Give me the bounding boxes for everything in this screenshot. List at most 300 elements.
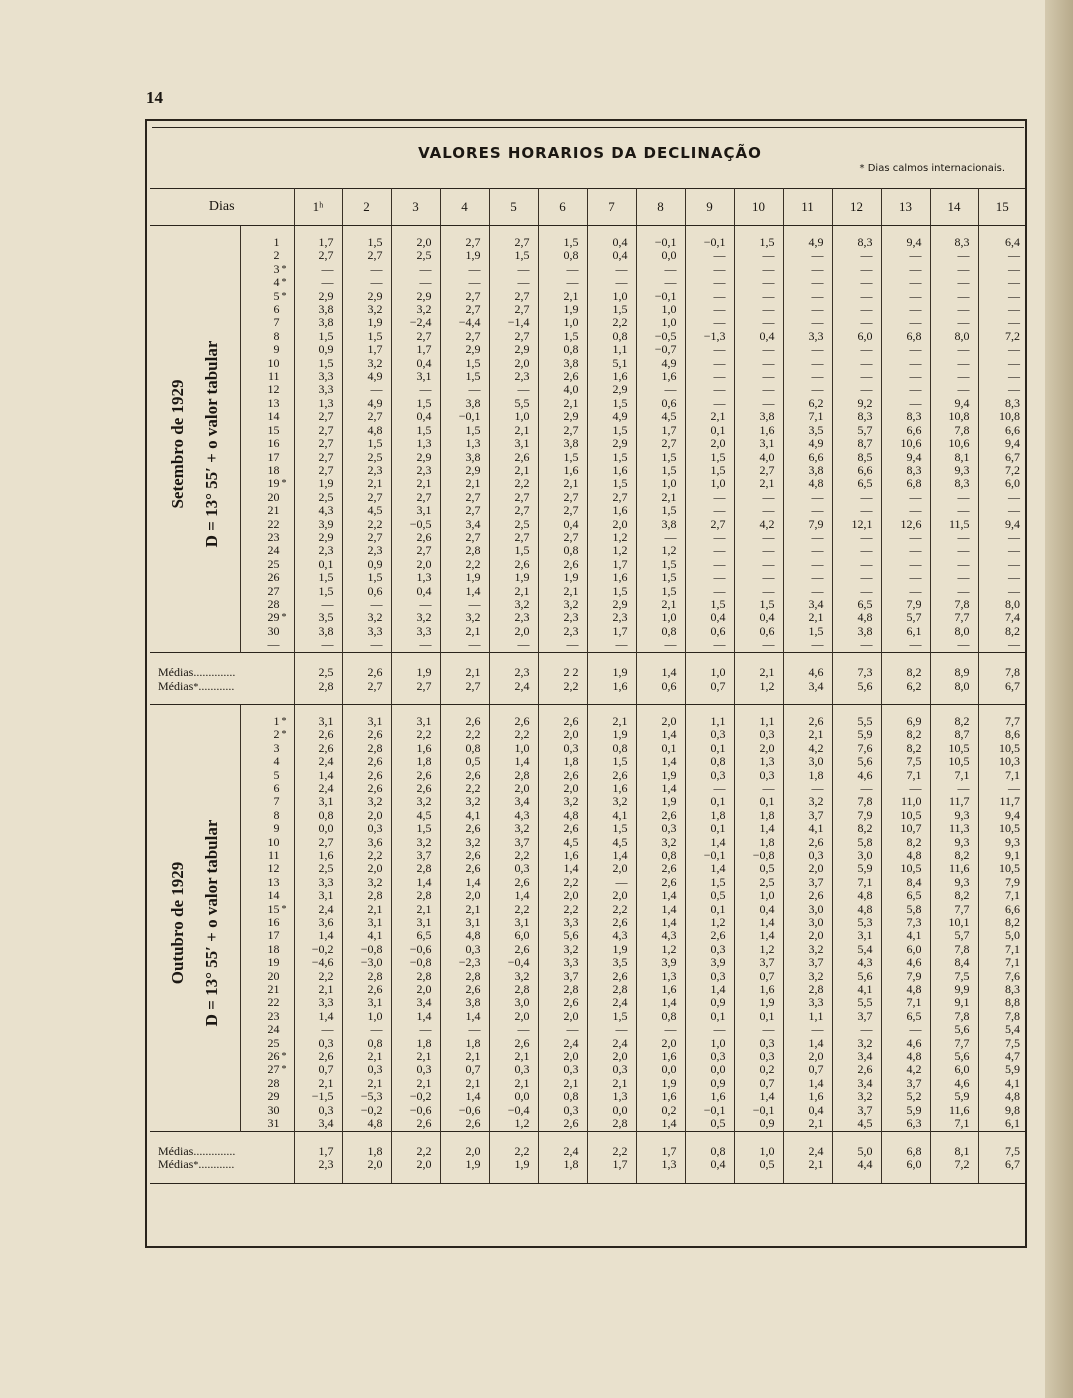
value-cell: 1,0: [636, 611, 685, 624]
value-cell: 2,6: [832, 1063, 881, 1076]
day-number: [240, 571, 294, 584]
day-value: 3: [273, 741, 280, 755]
value-cell: 4,8: [832, 889, 881, 902]
value-cell: 3,1: [294, 795, 342, 808]
value-cell: 1,5: [587, 424, 636, 437]
day-number: [240, 236, 294, 249]
value-cell: 2,6: [440, 715, 489, 728]
value-cell: 2,1: [636, 598, 685, 611]
cell-spacer: [391, 1173, 440, 1184]
day-number: [240, 1117, 294, 1131]
value-cell: 2,8: [342, 889, 391, 902]
medias-value: 0,7: [685, 680, 734, 694]
value-cell: 2,1: [391, 1050, 440, 1063]
value-cell: 0,6: [342, 585, 391, 598]
value-cell: 1,4: [685, 836, 734, 849]
value-cell: 11,0: [881, 795, 930, 808]
value-cell: —: [881, 491, 930, 504]
cell-spacer: [440, 1131, 489, 1145]
value-cell: 2,1: [342, 477, 391, 490]
value-cell: 4,0: [734, 451, 783, 464]
value-cell: —: [930, 343, 978, 356]
value-cell: —: [538, 638, 587, 652]
value-cell: 2,6: [587, 916, 636, 929]
value-cell: 2,4: [587, 996, 636, 1009]
day-number: [240, 249, 294, 262]
value-cell: —: [734, 491, 783, 504]
value-cell: 1,6: [538, 849, 587, 862]
day-value: 9: [273, 822, 280, 836]
cell-spacer: [636, 694, 685, 705]
value-cell: 6,2: [783, 397, 832, 410]
value-cell: —: [783, 263, 832, 276]
cell-spacer: [440, 226, 489, 237]
value-cell: —: [783, 504, 832, 517]
value-cell: 2,7: [342, 249, 391, 262]
value-cell: —: [930, 370, 978, 383]
value-cell: 3,1: [294, 889, 342, 902]
value-cell: 1,8: [734, 836, 783, 849]
table-row: [150, 1023, 1026, 1036]
value-cell: —: [930, 276, 978, 289]
value-cell: 1,6: [734, 983, 783, 996]
value-cell: 0,0: [636, 1063, 685, 1076]
value-cell: 8,7: [832, 437, 881, 450]
value-cell: 1,4: [636, 916, 685, 929]
value-cell: 5,6: [930, 1023, 978, 1036]
label-spacer: [150, 652, 294, 666]
value-cell: 8,7: [930, 728, 978, 741]
value-cell: 2,6: [440, 1117, 489, 1131]
value-cell: −1,5: [294, 1090, 342, 1103]
medias-value: 4,4: [832, 1158, 881, 1172]
value-cell: —: [342, 263, 391, 276]
cell-spacer: [294, 226, 342, 237]
table-row: [150, 983, 1026, 996]
day-number: [240, 956, 294, 969]
value-cell: 4,9: [342, 370, 391, 383]
value-cell: 3,2: [489, 598, 538, 611]
cell-spacer: [685, 1173, 734, 1184]
value-cell: −3,0: [342, 956, 391, 969]
value-cell: 6,4: [1005, 236, 1021, 249]
value-cell: 7,6: [832, 742, 881, 755]
value-cell: —: [685, 316, 734, 329]
value-cell: 1,5: [538, 236, 587, 249]
value-cell: 3,2: [832, 1037, 881, 1050]
value-cell: 0,1: [734, 1010, 783, 1023]
value-cell: 0,4: [587, 236, 636, 249]
value-cell: 2,1: [294, 1077, 342, 1090]
value-cell: 0,1: [734, 795, 783, 808]
value-cell: —: [342, 598, 391, 611]
cell-spacer: [391, 1131, 440, 1145]
value-cell: 2,6: [489, 558, 538, 571]
value-cell: 1,5: [587, 477, 636, 490]
value-cell: 5,7: [930, 929, 978, 942]
value-cell: 5,5: [832, 996, 881, 1009]
value-cell: 3,3: [294, 383, 342, 396]
value-cell: 2,7: [538, 531, 587, 544]
value-cell: —: [930, 782, 978, 795]
value-cell: —: [783, 1023, 832, 1036]
value-cell: 4,6: [881, 956, 930, 969]
table-row: [150, 464, 1026, 477]
value-cell: 3,1: [342, 996, 391, 1009]
value-cell: 1,4: [440, 1090, 489, 1103]
value-cell: 1,8: [391, 1037, 440, 1050]
medias-value: 2,1: [783, 1158, 832, 1172]
value-cell: 0,4: [734, 611, 783, 624]
value-cell: 2,2: [440, 728, 489, 741]
medias-value: 1,8: [538, 1158, 587, 1172]
value-cell: 2,0: [636, 715, 685, 728]
value-cell: 1,6: [685, 1090, 734, 1103]
value-cell: −0,7: [636, 343, 685, 356]
value-cell: 1,5: [587, 303, 636, 316]
day-value: 16: [267, 916, 280, 929]
cell-spacer: [978, 694, 1026, 705]
value-cell: —: [636, 276, 685, 289]
value-cell: 2,1: [538, 397, 587, 410]
table-row: [150, 1010, 1026, 1023]
value-cell: 3,8: [538, 437, 587, 450]
day-value: 10: [267, 356, 280, 370]
value-cell: 3,2: [391, 611, 440, 624]
value-cell: 12,6: [881, 518, 930, 531]
value-cell: —: [440, 598, 489, 611]
value-cell: 3,3: [538, 956, 587, 969]
value-cell: 7,2: [1005, 329, 1021, 343]
cell-spacer: [832, 704, 881, 715]
cell-spacer: [489, 1131, 538, 1145]
value-cell: 3,1: [440, 916, 489, 929]
value-cell: 8,0: [930, 625, 978, 638]
value-cell: 3,6: [294, 916, 342, 929]
value-cell: 4,8: [783, 477, 832, 490]
table-row: [150, 330, 1026, 343]
cell-spacer: [978, 652, 1026, 666]
value-cell: 1,5: [294, 330, 342, 343]
value-cell: 2,8: [587, 983, 636, 996]
value-cell: 2,1: [391, 903, 440, 916]
value-cell: 4,8: [832, 903, 881, 916]
value-cell: 10,7: [881, 822, 930, 835]
table-row: [150, 249, 1026, 262]
value-cell: 2,3: [342, 464, 391, 477]
value-cell: 0,2: [636, 1104, 685, 1117]
value-cell: 8,3: [832, 410, 881, 423]
value-cell: 9,1: [1005, 848, 1021, 862]
value-cell: 9,4: [930, 397, 978, 410]
value-cell: 10,8: [999, 410, 1021, 424]
value-cell: 2,8: [342, 742, 391, 755]
value-cell: 2,6: [538, 370, 587, 383]
value-cell: —: [881, 383, 930, 396]
cell-spacer: [391, 694, 440, 705]
value-cell: 2,8: [587, 1117, 636, 1131]
day-number: [240, 862, 294, 875]
medias-label: [150, 1158, 294, 1172]
value-cell: 6,0: [1005, 477, 1021, 491]
day-value: 29: [267, 1090, 280, 1104]
value-cell: 2,9: [489, 343, 538, 356]
value-cell: 0,1: [294, 558, 342, 571]
value-cell: 0,1: [636, 742, 685, 755]
value-cell: 7,8: [1005, 1009, 1021, 1023]
value-cell: 3,2: [342, 303, 391, 316]
cell-spacer: [342, 226, 391, 237]
leader-dots: ..............: [193, 1145, 236, 1158]
value-cell: 2,6: [440, 862, 489, 875]
cell-spacer: [440, 1173, 489, 1184]
value-cell: 8,2: [930, 715, 978, 728]
value-cell: 2,1: [734, 477, 783, 490]
value-cell: 2,0: [783, 929, 832, 942]
value-cell: 3,2: [783, 970, 832, 983]
value-cell: 4,6: [832, 769, 881, 782]
value-cell: 3,2: [342, 795, 391, 808]
value-cell: 2,6: [294, 742, 342, 755]
value-cell: 1,4: [636, 728, 685, 741]
cell-spacer: [538, 694, 587, 705]
table-row: [150, 491, 1026, 504]
frame-inner-rule: [152, 127, 1024, 128]
value-cell: —: [489, 383, 538, 396]
value-cell: 3,0: [783, 903, 832, 916]
value-cell: 6,1: [1005, 1117, 1021, 1131]
value-cell: 0,1: [685, 795, 734, 808]
table-row: [150, 370, 1026, 383]
value-cell: 1,5: [440, 424, 489, 437]
day-number: [240, 410, 294, 423]
value-cell: 2,6: [685, 929, 734, 942]
value-cell: —: [783, 357, 832, 370]
value-cell: —: [685, 276, 734, 289]
value-cell: 2,5: [734, 876, 783, 889]
medias-value: 2,8: [294, 680, 342, 694]
value-cell: 2,8: [538, 983, 587, 996]
value-cell: 1,9: [538, 571, 587, 584]
medias-text: Médias: [158, 666, 194, 680]
value-cell: 0,9: [685, 996, 734, 1009]
hour-header: 8: [636, 189, 685, 226]
cell-spacer: [832, 694, 881, 705]
cell-spacer: [538, 226, 587, 237]
value-cell: —: [832, 276, 881, 289]
value-cell: —: [685, 544, 734, 557]
hour-header: 11: [783, 189, 832, 226]
value-cell: 6,5: [391, 929, 440, 942]
header-row: [150, 189, 1026, 226]
value-cell: 0,0: [636, 249, 685, 262]
value-cell: —: [1008, 584, 1021, 598]
value-cell: 2,0: [538, 728, 587, 741]
cell-spacer: [685, 1131, 734, 1145]
value-cell: 1,5: [636, 558, 685, 571]
medias-value: 1,9: [391, 666, 440, 679]
value-cell: —: [685, 249, 734, 262]
value-cell: 1,4: [294, 929, 342, 942]
value-cell: 4,6: [881, 1037, 930, 1050]
value-cell: —: [391, 383, 440, 396]
value-cell: 1,4: [734, 916, 783, 929]
value-cell: —: [734, 249, 783, 262]
cell-spacer: [342, 652, 391, 666]
value-cell: 3,0: [832, 849, 881, 862]
value-cell: 0,8: [636, 1010, 685, 1023]
value-cell: —: [832, 638, 881, 652]
value-cell: 8,3: [1005, 396, 1021, 410]
day-number: [240, 836, 294, 849]
label-spacer: [150, 1173, 294, 1184]
value-cell: 2,0: [489, 782, 538, 795]
value-cell: 2,7: [294, 836, 342, 849]
value-cell: 2,6: [538, 558, 587, 571]
value-cell: 1,5: [489, 544, 538, 557]
value-cell: 2,6: [783, 715, 832, 728]
value-cell: 3,3: [294, 370, 342, 383]
value-cell: 0,3: [734, 1050, 783, 1063]
value-cell: 2,7: [391, 544, 440, 557]
value-cell: 2,1: [587, 1077, 636, 1090]
value-cell: 4,8: [440, 929, 489, 942]
value-cell: —: [489, 263, 538, 276]
value-cell: 0,4: [587, 249, 636, 262]
value-cell: 6,0: [930, 1063, 978, 1076]
value-cell: 9,2: [832, 397, 881, 410]
cell-spacer: [734, 1173, 783, 1184]
value-cell: 2,2: [489, 849, 538, 862]
value-cell: —: [881, 638, 930, 652]
value-cell: 1,4: [783, 1037, 832, 1050]
rotated-label: [161, 340, 229, 547]
cell-spacer: [930, 694, 978, 705]
value-cell: 2,6: [391, 782, 440, 795]
day-number: [240, 929, 294, 942]
value-cell: —: [832, 571, 881, 584]
cell-spacer: [636, 652, 685, 666]
value-cell: 1,5: [636, 571, 685, 584]
value-cell: 0,6: [685, 625, 734, 638]
value-cell: 2,3: [391, 464, 440, 477]
value-cell: 0,3: [489, 862, 538, 875]
medias-value: 8,9: [930, 666, 978, 679]
value-cell: 3,0: [783, 916, 832, 929]
value-cell: 1,5: [587, 755, 636, 768]
value-cell: 1,6: [587, 504, 636, 517]
value-cell: 1,7: [391, 343, 440, 356]
value-cell: —: [685, 397, 734, 410]
value-cell: 2,5: [294, 491, 342, 504]
value-cell: 1,3: [734, 755, 783, 768]
value-cell: 2,0: [587, 862, 636, 875]
table-row: [150, 504, 1026, 517]
cell-spacer: [587, 704, 636, 715]
value-cell: 1,9: [636, 795, 685, 808]
value-cell: 7,8: [930, 943, 978, 956]
value-cell: —: [685, 1023, 734, 1036]
value-cell: 3,1: [294, 715, 342, 728]
value-cell: 2,5: [342, 451, 391, 464]
value-cell: 2,0: [783, 1050, 832, 1063]
value-cell: −0,1: [685, 236, 734, 249]
value-cell: 0,3: [636, 822, 685, 835]
cell-spacer: [783, 1173, 832, 1184]
medias-value: 2,3: [294, 1158, 342, 1172]
value-cell: 7,8: [930, 598, 978, 611]
table-row: [150, 625, 1026, 638]
value-cell: 1,4: [636, 889, 685, 902]
value-cell: 0,3: [391, 1063, 440, 1076]
value-cell: 2,7: [489, 290, 538, 303]
value-cell: 2,8: [489, 769, 538, 782]
value-cell: −0,2: [294, 943, 342, 956]
value-cell: 1,9: [440, 249, 489, 262]
value-cell: 2,7: [440, 236, 489, 249]
table-row: [150, 956, 1026, 969]
value-cell: 2,6: [636, 876, 685, 889]
value-cell: 7,2: [1005, 463, 1021, 477]
value-cell: —: [685, 263, 734, 276]
value-cell: 2,8: [440, 970, 489, 983]
value-cell: 1,4: [636, 996, 685, 1009]
value-cell: 0,8: [636, 625, 685, 638]
value-cell: 1,5: [294, 571, 342, 584]
value-cell: 1,5: [587, 451, 636, 464]
value-cell: —: [832, 290, 881, 303]
value-cell: 6,6: [832, 464, 881, 477]
value-cell: 7,9: [832, 809, 881, 822]
cell-spacer: [489, 694, 538, 705]
value-cell: 2,1: [489, 585, 538, 598]
day-value: 23: [267, 1009, 280, 1023]
value-cell: 0,3: [294, 1104, 342, 1117]
value-cell: 10,5: [930, 755, 978, 768]
value-cell: 2,7: [440, 491, 489, 504]
value-cell: 2,3: [294, 544, 342, 557]
value-cell: 7,9: [881, 970, 930, 983]
value-cell: 9,1: [930, 996, 978, 1009]
value-cell: —: [881, 571, 930, 584]
value-cell: —: [881, 782, 930, 795]
medias-value: 6,2: [881, 680, 930, 694]
day-value: 8: [273, 329, 280, 343]
cell-spacer: [832, 652, 881, 666]
value-cell: 0,3: [587, 1063, 636, 1076]
value-cell: 1,5: [636, 451, 685, 464]
value-cell: 7,8: [832, 795, 881, 808]
value-cell: 6,5: [881, 889, 930, 902]
value-cell: 3,8: [294, 316, 342, 329]
value-cell: 5,4: [832, 943, 881, 956]
value-cell: —: [832, 316, 881, 329]
value-cell: —: [1008, 370, 1021, 384]
value-cell: 3,8: [294, 625, 342, 638]
value-cell: 2,1: [391, 477, 440, 490]
table-row: [150, 742, 1026, 755]
value-cell: 1,0: [342, 1010, 391, 1023]
table-row: [150, 236, 1026, 249]
value-cell: 7,7: [930, 903, 978, 916]
value-cell: —: [734, 316, 783, 329]
value-cell: 3,1: [489, 916, 538, 929]
value-cell: 0,1: [685, 903, 734, 916]
day-value: 3: [273, 262, 280, 276]
medias-value: 2,3: [489, 666, 538, 679]
formula-label: D = 13° 55′ + o valor tabular: [201, 819, 221, 1027]
cell-spacer: [342, 1131, 391, 1145]
